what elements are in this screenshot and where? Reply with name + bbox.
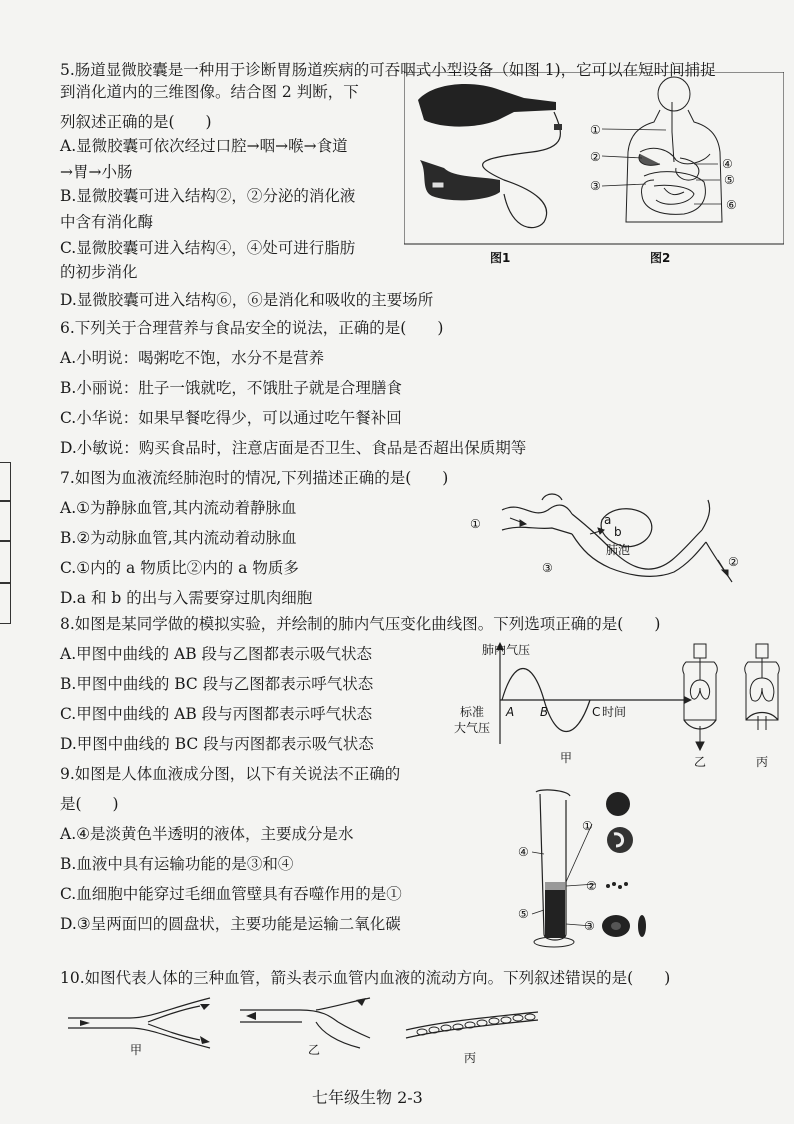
- q5-option-c-line1: C.显微胶囊可进入结构④，④处可进行脂肪: [60, 239, 356, 257]
- fig2-label-3: ③: [590, 179, 601, 193]
- q8-option-b: B.甲图中曲线的 BC 段与乙图都表示呼气状态: [60, 675, 374, 693]
- q10-caption-jia: 甲: [130, 1043, 143, 1057]
- fig2-caption: 图2: [650, 251, 671, 265]
- white-blood-cell-1: [606, 792, 630, 816]
- digestive-system-diagram: [626, 77, 722, 222]
- q9-option-d: D.③呈两面凹的圆盘状，主要功能是运输二氧化碳: [60, 915, 401, 933]
- q5-option-d: D.显微胶囊可进入结构⑥，⑥是消化和吸收的主要场所: [60, 291, 434, 309]
- q8-option-c: C.甲图中曲线的 AB 段与丙图都表示呼气状态: [60, 705, 373, 723]
- graph-point-b: B: [540, 705, 549, 719]
- graph-caption-jia: 甲: [560, 751, 573, 765]
- graph-baseline-label-1: 标准: [460, 705, 485, 719]
- q9-stem-line2: 是( ): [60, 795, 119, 813]
- q5-option-b-line1: B.显微胶囊可进入结构②，②分泌的消化液: [60, 187, 356, 205]
- vessel-bing: [406, 1012, 538, 1038]
- q7-option-a: A.①为静脉血管,其内流动着静脉血: [60, 499, 297, 517]
- margin-box-2: [0, 500, 11, 542]
- q5-option-a-line1: A.显微胶囊可依次经过口腔→咽→喉→食道: [60, 137, 348, 155]
- fig1-caption: 图1: [490, 251, 511, 265]
- q7-option-b: B.②为动脉血管,其内流动着动脉血: [60, 529, 297, 547]
- q5-stem-line1: 5.肠道显微胶囊是一种用于诊断胃肠道疾病的可吞咽式小型设备（如图 1)，它可以在短时间捕捉: [60, 61, 716, 79]
- fig2-label-6: ⑥: [726, 198, 737, 212]
- graph-xlabel: 时间: [602, 705, 627, 719]
- white-blood-cell-2: [607, 827, 633, 853]
- q8-stem: 8.如图是某同学做的模拟实验，并绘制的肺内气压变化曲线图。下列选项正确的是( ): [60, 615, 661, 633]
- graph-ylabel: 肺内气压: [482, 643, 531, 657]
- blood-cell-layer: [545, 890, 565, 938]
- caption-bing: 丙: [756, 755, 769, 769]
- fig2-label-4: ④: [722, 157, 733, 171]
- q9-option-b: B.血液中具有运输功能的是③和④: [60, 855, 294, 873]
- q9-option-a: A.④是淡黄色半透明的液体，主要成分是水: [60, 825, 354, 843]
- fig2-label-5: ⑤: [724, 173, 735, 187]
- page-footer: 七年级生物 2-3: [312, 1088, 423, 1107]
- q9-stem-line1: 9.如图是人体血液成分图，以下有关说法不正确的: [60, 765, 401, 783]
- q10-blood-vessels-figure: [60, 992, 580, 1072]
- q6-stem: 6.下列关于合理营养与食品安全的说法，正确的是( ): [60, 319, 444, 337]
- q6-option-d: D.小敏说：购买食品时，注意店面是否卫生、食品是否超出保质期等: [60, 439, 527, 457]
- q5-figure: [404, 72, 784, 272]
- plasma-layer: [545, 882, 565, 890]
- margin-box-3: [0, 540, 11, 584]
- q6-option-c: C.小华说：如果早餐吃得少，可以通过吃午餐补回: [60, 409, 402, 427]
- fig2-label-2: ②: [590, 150, 601, 164]
- q8-option-d: D.甲图中曲线的 BC 段与丙图都表示吸气状态: [60, 735, 374, 753]
- platelets: [606, 882, 628, 889]
- q8-pressure-graph: [452, 640, 700, 770]
- q5-option-b-line2: 中含有消化酶: [60, 213, 154, 231]
- q9-label-5: ⑤: [518, 907, 529, 921]
- q6-option-b: B.小丽说：肚子一饿就吃，不饿肚子就是合理膳食: [60, 379, 402, 397]
- q7-label-3: ③: [542, 561, 553, 575]
- q6-option-a: A.小明说：喝粥吃不饱，水分不是营养: [60, 349, 325, 367]
- digestive-leader-lines: [602, 129, 722, 204]
- q5-option-a-line2: →胃→小肠: [60, 163, 133, 181]
- margin-box-4: [0, 582, 11, 624]
- graph-baseline-label-2: 大气压: [454, 721, 491, 735]
- q7-label-alveolus: 肺泡: [606, 543, 631, 557]
- q9-blood-composition-figure: [496, 784, 656, 954]
- caption-yi: 乙: [694, 755, 707, 769]
- q5-option-c-line2: 的初步消化: [60, 263, 138, 281]
- q9-label-4: ④: [518, 845, 529, 859]
- q7-label-a: a: [604, 513, 612, 527]
- q7-option-c: C.①内的 a 物质比②内的 a 物质多: [60, 559, 299, 577]
- q8-option-a: A.甲图中曲线的 AB 段与乙图都表示吸气状态: [60, 645, 373, 663]
- q7-label-1: ①: [470, 517, 481, 531]
- graph-point-c: C: [592, 705, 601, 719]
- margin-box-1: [0, 462, 11, 502]
- q7-alveolus-figure: [462, 490, 762, 590]
- q7-stem: 7.如图为血液流经肺泡时的情况,下列描述正确的是( ): [60, 469, 449, 487]
- graph-point-a: A: [506, 705, 515, 719]
- q7-label-b: b: [614, 525, 622, 539]
- q9-label-3: ③: [584, 919, 595, 933]
- q8-bell-jar-models: [676, 640, 792, 772]
- q5-stem-line3: 列叙述正确的是( ): [60, 113, 212, 131]
- q10-stem: 10.如图代表人体的三种血管，箭头表示血管内血液的流动方向。下列叙述错误的是( ): [60, 969, 671, 987]
- capsule-hand-image: [418, 84, 562, 228]
- q7-option-d: D.a 和 b 的出与入需要穿过肌肉细胞: [60, 589, 313, 607]
- q9-option-c: C.血细胞中能穿过毛细血管壁具有吞噬作用的是①: [60, 885, 402, 903]
- q10-caption-yi: 乙: [308, 1043, 321, 1057]
- q10-caption-bing: 丙: [464, 1051, 477, 1065]
- fig2-label-1: ①: [590, 123, 601, 137]
- vessel-yi: [240, 998, 370, 1048]
- q9-label-1: ①: [582, 819, 593, 833]
- q5-stem-line2: 到消化道内的三维图像。结合图 2 判断，下: [60, 83, 359, 101]
- q7-label-2: ②: [728, 555, 739, 569]
- q9-label-2: ②: [586, 879, 597, 893]
